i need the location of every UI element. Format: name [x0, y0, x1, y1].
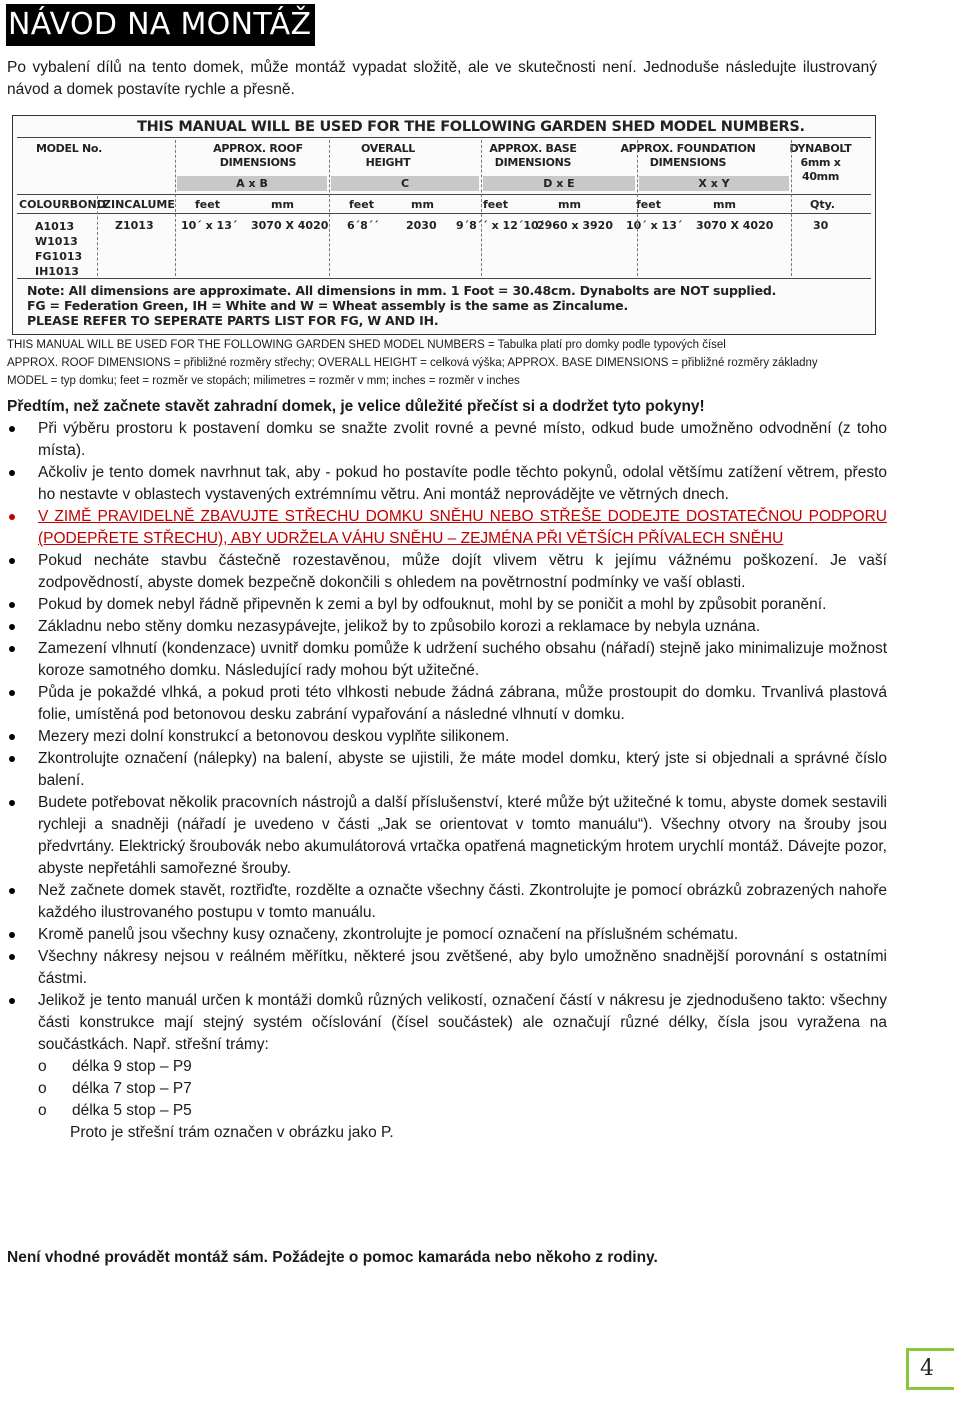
col-roof: APPROX. ROOF DIMENSIONS — [213, 142, 303, 169]
label-colourbond: COLOURBOND — [19, 198, 106, 211]
list-item: Při výběru prostoru k postavení domku se snažte zvolit rovné a pevné místo, odkud bude umožněno odvodnění (z toho místa). — [7, 418, 887, 462]
sub-item-text: délka 7 stop – P7 — [72, 1080, 192, 1097]
list-item: Pokud necháte stavbu částečně rozestavěnou, může dojít vlivem větru k jejímu vážnému poškození. Je vaší zodpovědností, abyste domek bezpečně dokončili s ohledem na povětrnostní podmínky ve vaší oblasti. — [7, 550, 887, 594]
footer-warning: Není vhodné provádět montáž sám. Požádejte o pomoc kamaráda nebo někoho z rodiny. — [7, 1249, 658, 1266]
sub-item-text: délka 9 stop – P9 — [72, 1058, 192, 1075]
base-mm-value: 2960 x 3920 — [537, 219, 613, 232]
unit-base-mm: mm — [558, 198, 581, 211]
list-item: Zamezení vlhnutí (kondenzace) uvnitř domku pomůže k udržení suchého obsahu (nářadí) stejně jako minimalizuje možnost koroze samotného domku. Následující rady mohou být užitečné. — [7, 638, 887, 682]
page-box-border — [906, 1348, 909, 1390]
list-item: Než začnete domek stavět, roztřiďte, rozdělte a označte všechny části. Zkontrolujte je pomocí obrázků zobrazených nahoře každého ilustrovaného postupu v tomto manuálu. — [7, 880, 887, 924]
legend-line: MODEL = typ domku; feet = rozměr ve stopách; milimetres = rozměr v mm; inches = rozměr v inches — [7, 375, 520, 387]
table-divider — [175, 140, 176, 276]
model-number: IH1013 — [35, 265, 79, 278]
legend-line: THIS MANUAL WILL BE USED FOR THE FOLLOWING GARDEN SHED MODEL NUMBERS = Tabulka platí pro domky podle typových čísel — [7, 339, 726, 351]
list-item: Pokud by domek nebyl řádně připevněn k zemi a byl by odfouknut, mohl by se poničit a mohl by způsobit poranění. — [7, 594, 887, 616]
table-divider — [97, 196, 98, 276]
unit-height-mm: mm — [411, 198, 434, 211]
sub-marker: o — [38, 1058, 47, 1075]
unit-base-feet: feet — [483, 198, 508, 211]
col-height: OVERALL HEIGHT — [361, 142, 415, 169]
unit-foundation-mm: mm — [713, 198, 736, 211]
page-box-border — [906, 1348, 954, 1351]
after-list-note: Proto je střešní trám označen v obrázku jako P. — [70, 1124, 394, 1141]
roof-mm-value: 3070 X 4020 — [251, 219, 329, 232]
list-item: Půda je pokaždé vlhká, a pokud proti této vlhkosti nebude žádná zábrana, může prostoupit do domku. Trvanlivá plastová folie, umístěná pod betonovou desku zabrání vypařování a následné vlhnutí v domku. — [7, 682, 887, 726]
unit-height-feet: feet — [349, 198, 374, 211]
foundation-feet-value: 10´ x 13´ — [626, 219, 683, 232]
page-number: 4 — [920, 1356, 934, 1381]
model-number: FG1013 — [35, 250, 83, 263]
note-line: Note: All dimensions are approximate. All dimensions in mm. 1 Foot = 30.48cm. Dynabolts are NOT supplied. — [27, 283, 777, 298]
base-feet-value: 9´8´´ x 12´10´´ — [456, 219, 550, 232]
qty-value: 30 — [813, 219, 829, 232]
table-rule — [17, 213, 871, 214]
band-roof: A x B — [177, 176, 327, 191]
unit-qty: Qty. — [810, 198, 835, 211]
height-feet-value: 6´8´´ — [347, 219, 379, 232]
table-heading: THIS MANUAL WILL BE USED FOR THE FOLLOWING GARDEN SHED MODEL NUMBERS. — [137, 119, 805, 135]
instruction-list — [7, 418, 887, 1056]
table-rule — [17, 278, 871, 279]
model-table-image — [12, 115, 876, 335]
list-item: Základnu nebo stěny domku nezasypávejte, jelikož by to způsobilo korozi a reklamace by nebyla uznána. — [7, 616, 887, 638]
model-number: A1013 — [35, 220, 75, 233]
label-zincalume: ZINCALUME — [103, 198, 175, 211]
list-item: Mezery mezi dolní konstrukcí a betonovou deskou vyplňte silikonem. — [7, 726, 887, 748]
list-item: Kromě panelů jsou všechny kusy označeny, zkontrolujte je pomocí označení na příslušném schématu. — [7, 924, 887, 946]
page-number-box — [906, 1348, 954, 1390]
instructions-section — [7, 396, 887, 1144]
sub-list-item — [38, 1100, 887, 1122]
sub-item-text: délka 5 stop – P5 — [72, 1102, 192, 1119]
note-line: PLEASE REFER TO SEPERATE PARTS LIST FOR FG, W AND IH. — [27, 313, 439, 328]
sub-marker: o — [38, 1102, 47, 1119]
table-divider — [791, 140, 792, 276]
list-item: Všechny nákresy nejsou v reálném měřítku, některé jsou zvětšené, aby bylo umožněno snadnější porovnání s ostatními částmi. — [7, 946, 887, 990]
sub-list-item — [38, 1078, 887, 1100]
table-divider — [637, 140, 638, 276]
list-item: Jelikož je tento manuál určen k montáži domků různých velikostí, označení částí v nákresu je zjednodušeno takto: všechny části konstrukce mají stejný systém očíslování (čísel součástek) ale označují různé délky, čísla jsou vyražena na součástkách. Např. střešní trámy: — [7, 990, 887, 1056]
list-item: Budete potřebovat několik pracovních nástrojů a další příslušenství, které může být užitečné k tomu, abyste domek sestavili rychleji a snadněji (nářadí je uvedeno v části „Jak se orientovat v tomto manuálu“). Všechny otvory na šrouby jsou předvrtány. Elektrický šroubovák nebo akumulátorová vrtačka opatřená magnetickým hrotem urychlí montáž. Dávejte pozor, abyste nepřetáhli samořezné šrouby. — [7, 792, 887, 880]
col-base: APPROX. BASE DIMENSIONS — [489, 142, 577, 169]
band-foundation: X x Y — [639, 176, 789, 191]
band-height: C — [331, 176, 479, 191]
height-mm-value: 2030 — [406, 219, 437, 232]
foundation-mm-value: 3070 X 4020 — [696, 219, 774, 232]
roof-feet-value: 10´ x 13´ — [181, 219, 238, 232]
sub-list-item — [38, 1056, 887, 1078]
unit-foundation-feet: feet — [636, 198, 661, 211]
table-rule — [17, 137, 871, 138]
table-rule — [17, 194, 871, 195]
section-heading: Předtím, než začnete stavět zahradní domek, je velice důležité přečíst si a dodržet tyto pokyny! — [7, 398, 705, 415]
table-divider — [481, 140, 482, 276]
col-foundation: APPROX. FOUNDATION DIMENSIONS — [620, 142, 756, 169]
model-number: W1013 — [35, 235, 78, 248]
unit-roof-mm: mm — [271, 198, 294, 211]
sub-marker: o — [38, 1080, 47, 1097]
note-line: FG = Federation Green, IH = White and W = Wheat assembly is the same as Zincalume. — [27, 298, 628, 313]
col-dynabolt: DYNABOLT 6mm x 40mm — [789, 142, 852, 183]
intro-paragraph: Po vybalení dílů na tento domek, může montáž vypadat složitě, ale ve skutečnosti není. Jednoduše následujte ilustrovaný návod a domek postavíte rychle a přesně. — [7, 59, 877, 98]
page-title: NÁVOD NA MONTÁŽ — [6, 4, 315, 46]
table-divider — [329, 140, 330, 276]
band-base: D x E — [483, 176, 635, 191]
table-notes — [27, 283, 776, 328]
list-item: Ačkoliv je tento domek navrhnut tak, aby - pokud ho postavíte podle těchto pokynů, odolal většímu zatížení větrem, přesto ho nestavte v oblastech vystavených extrémnímu větru. Ani montáž neprovádějte ve větrných dnech. — [7, 462, 887, 506]
table-legend — [7, 336, 907, 390]
winter-warning-item: V ZIMĚ PRAVIDELNĚ ZBAVUJTE STŘECHU DOMKU SNĚHU NEBO STŘEŠE DODEJTE DOSTATEČNOU PODPORU (PODEPŘETE STŘECHU), ABY UDRŽELA VÁHU SNĚHU – ZEJMÉNA PŘI VĚTŠÍCH PŘÍVALECH SNĚHU — [7, 506, 887, 550]
colourbond-models — [35, 219, 82, 279]
unit-roof-feet: feet — [195, 198, 220, 211]
rafter-sublist — [7, 1056, 887, 1122]
list-item: Zkontrolujte označení (nálepky) na balení, abyste se ujistili, že máte model domku, který jste si objednali a správné číslo balení. — [7, 748, 887, 792]
col-model: MODEL No. — [35, 142, 103, 155]
zincalume-model: Z1013 — [115, 219, 154, 232]
legend-line: APPROX. ROOF DIMENSIONS = přibližné rozměry střechy; OVERALL HEIGHT = celková výška; APPROX. BASE DIMENSIONS = přibližné rozměry základny — [7, 357, 818, 369]
page-box-border — [906, 1387, 954, 1390]
